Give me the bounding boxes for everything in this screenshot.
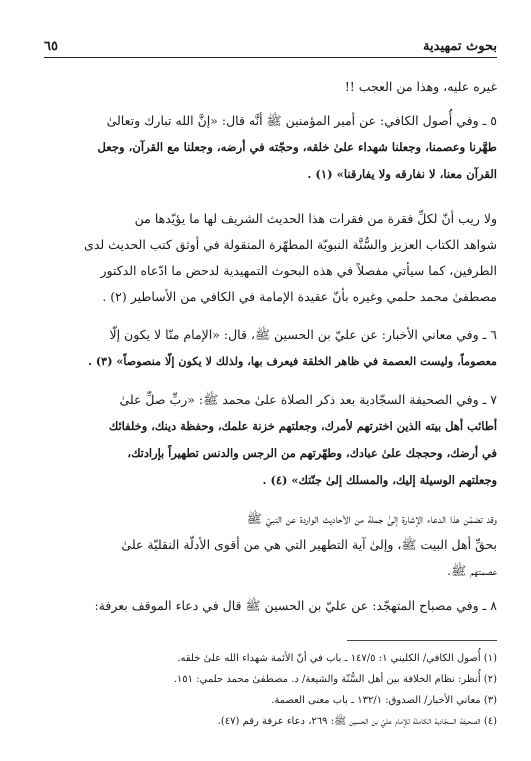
text-line: مصطفىٰ محمد حلمي وغيره بأنّ عقيدة الإمامة في الكافي من الأساطير (٢) . [102,289,497,304]
paragraph-hadith-8 [44,592,497,620]
page-number: ٦٥ [44,39,58,54]
paragraph-commentary [44,206,497,310]
text-line: بحقِّ أهل البيت ﷺ، وإلىٰ آية التطهير التي هي من أقوى الأدلّة النقليّة علىٰ [121,537,497,552]
text-line: الطرفين، كما سيأتي مفصلاً في هذه البحوث التمهيدية لدحض ما ادّعاه الدكتور [100,263,497,278]
paragraph-hadith-6 [44,322,497,374]
footnote-4: (٤) الصحيفة السجّادية الكاملة للإمام عليّ بن الحسين ﷺ: ٢٦٩، دعاء عرفة رقم (٤٧). [217,716,497,727]
text-line: ٥ ـ وفي أُصول الكافي: عن أمير المؤمنين ﷺ أنَّه قال: «إنَّ الله تبارك وتعالىٰ [106,113,497,128]
footnote-2: (٢) أُنظر: نظام الخلافة بين أهل السُّنّة والشيعة/ د. مصطفىٰ محمد حلمي: ١٥١. [173,674,497,685]
running-header [44,34,497,54]
text-line: معصوماً، وليست العصمة في ظاهر الخلقة فيعرف بها، ولذلك لا يكون إلّا منصوصاً» (٣) . [88,354,497,368]
text-line: غيره عليه، وهذا من العجب !! [344,79,497,94]
text-line: ٧ ـ وفي الصحيفة السجّادية بعد ذكر الصلاة علىٰ محمد ﷺ: «ربِّ صلِّ علىٰ [119,392,497,407]
header-rule [44,57,497,58]
text-line: وقد تضمّن هذا الدعاء الإشارة إلىٰ جملة من الأحاديث الواردة عن النبيّ ﷺ [246,511,497,526]
footnote-3: (٣) معاني الأخبار/ الصدوق: ١٣٢/١ ـ باب معنى العصمة. [271,695,497,706]
text-line: وجعلتهم الوسيلة إليك، والمسلك إلىٰ جنّتك» (٤) . [262,473,497,487]
footnote-rule [347,640,497,641]
paragraph-hadith-7 [44,386,497,494]
text-line: أطائب أهل بيته الذين اخترتهم لأمرك، وجعلتهم خزنة علمك، وحفظة دينك، وخلفائك [108,419,497,433]
paragraph-hadith-5 [44,107,497,188]
footnotes [44,648,497,732]
footnote-1: (١) أُصول الكافي/ الكليني ١: ١٤٧/٥ ـ باب في أنّ الأئمة شهداء الله علىٰ خلقه. [177,653,497,664]
text-line: القرآن معنا، لا نفارقه ولا يفارقنا» (١) . [307,167,497,181]
text-line: عصمتهم ﷺ. [447,563,497,578]
text-line: ولا ريب أنّ لكلِّ فقرة من فقرات هذا الحديث الشريف لها ما يؤيّدها من [134,211,497,226]
main-text [44,66,497,620]
paragraph-intro [44,73,497,101]
text-line: شواهد الكتاب العزيز والسُّنَّة النبويّة المطهّرة المنقولة في أوثق كتب الحديث لدى [84,237,497,252]
chapter-title: بحوث تمهيدية [423,39,497,54]
text-line: طهَّرنا وعصمنا، وجعلنا شهداء علىٰ خلقه، وحجّته في أرضه، وجعلنا مع القرآن، وجعل [97,140,497,154]
text-line: في أرضك، وحججك علىٰ عبادك، وطهّرتهم من الرجس والدنس تطهيراً بإرادتك، [127,446,497,460]
paragraph-dua-commentary [44,506,497,584]
text-line: ٨ ـ وفي مصباح المتهجّد: عن عليّ بن الحسين ﷺ قال في دعاء الموقف بعرفة: [94,598,497,613]
text-line: ٦ ـ وفي معاني الأخبار: عن عليّ بن الحسين ﷺ، قال: «الإمام منّا لا يكون إلّا [109,327,497,342]
